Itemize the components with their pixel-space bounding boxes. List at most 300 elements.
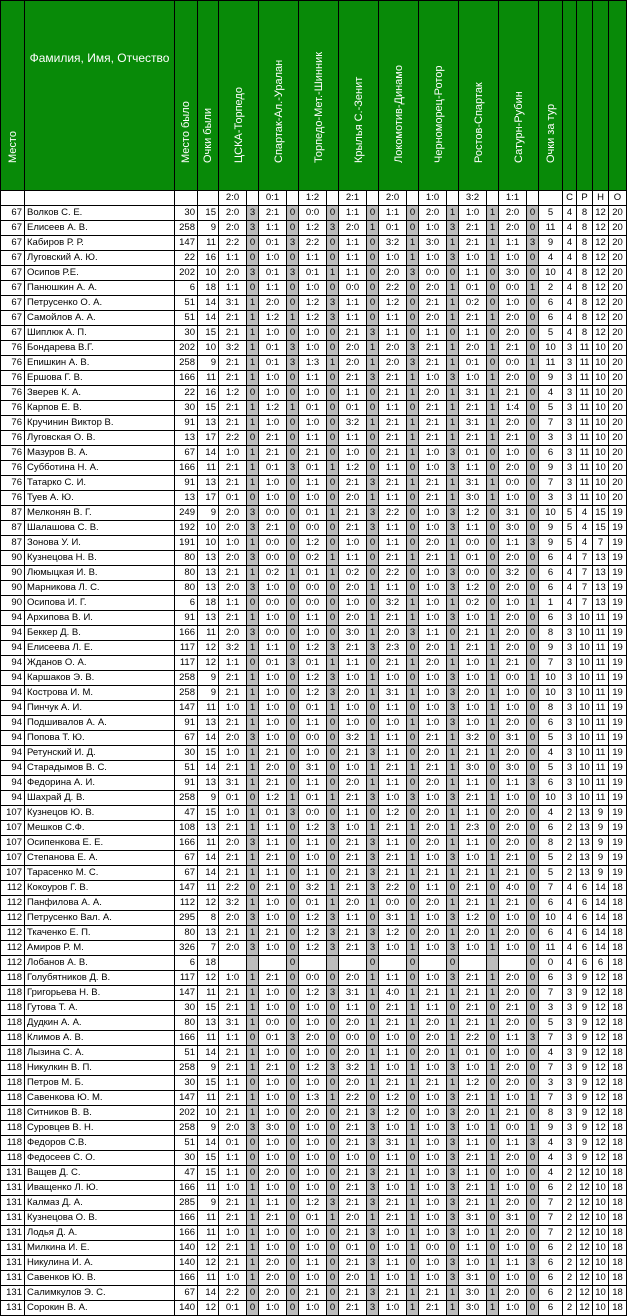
points-cell: 3 [367, 746, 379, 761]
prediction-cell: 0:0 [299, 596, 327, 611]
points-cell: 0 [487, 806, 499, 821]
points-cell: 1 [407, 386, 419, 401]
round-points-cell: 3 [539, 431, 563, 446]
points-cell: 1 [367, 731, 379, 746]
points-cell: 1 [487, 236, 499, 251]
points-cell: 3 [367, 1136, 379, 1151]
points-cell: 0 [287, 446, 299, 461]
name-cell: Тарасенко М. С. [25, 866, 175, 881]
prediction-cell: 1:2 [379, 1106, 407, 1121]
points-cell: 0 [367, 806, 379, 821]
stat-cell: 12 [593, 221, 609, 236]
prediction-cell: 2:1 [219, 566, 247, 581]
stat-cell: 6 [577, 956, 593, 971]
points-cell: 3 [327, 941, 339, 956]
points-cell: 1 [247, 776, 259, 791]
points-cell: 3 [447, 461, 459, 476]
points-cell: 1 [327, 701, 339, 716]
points-cell: 0 [487, 881, 499, 896]
prediction-cell: 2:1 [419, 296, 447, 311]
prediction-cell: 2:0 [499, 821, 527, 836]
points-cell: 1 [487, 476, 499, 491]
prediction-cell: 2:1 [379, 1166, 407, 1181]
name-cell: Зверев К. А. [25, 386, 175, 401]
points-cell: 1 [447, 596, 459, 611]
prediction-cell: 2:1 [339, 476, 367, 491]
points-cell: 0 [367, 1151, 379, 1166]
prediction-cell: 1:1 [379, 401, 407, 416]
points-cell: 0 [367, 431, 379, 446]
stat-cell: 10 [593, 371, 609, 386]
place-before-cell: 80 [175, 551, 198, 566]
points-cell: 0 [527, 626, 539, 641]
points-cell: 1 [407, 1286, 419, 1301]
prediction-cell: 2:1 [499, 341, 527, 356]
place-cell: 67 [1, 251, 25, 266]
stat-cell: 18 [609, 881, 627, 896]
points-before-cell: 14 [198, 761, 219, 776]
prediction-cell: 1:1 [379, 1151, 407, 1166]
points-cell: 1 [247, 1061, 259, 1076]
prediction-cell: 2:1 [339, 1196, 367, 1211]
header-row [1, 1, 627, 191]
points-cell: 1 [487, 1181, 499, 1196]
prediction-cell: 2:1 [339, 1301, 367, 1316]
prediction-cell: 1:0 [419, 791, 447, 806]
points-cell: 1 [407, 1271, 419, 1286]
prediction-cell: 3:1 [379, 1136, 407, 1151]
prediction-cell: 1:2 [299, 986, 327, 1001]
prediction-cell: 2:0 [339, 356, 367, 371]
points-cell: 1 [407, 596, 419, 611]
points-cell: 1 [447, 236, 459, 251]
points-before-cell: 9 [198, 506, 219, 521]
points-cell: 0 [327, 971, 339, 986]
prediction-cell: 2:1 [459, 1151, 487, 1166]
place-before-cell: 285 [175, 1196, 198, 1211]
points-cell: 3 [367, 941, 379, 956]
stat-cell: 20 [609, 251, 627, 266]
points-cell: 0 [327, 371, 339, 386]
stat-cell: 2 [563, 851, 577, 866]
points-cell: 0 [287, 1121, 299, 1136]
prediction-cell: 1:1 [339, 251, 367, 266]
prediction-cell: 1:0 [259, 1106, 287, 1121]
prediction-cell: 2:1 [259, 851, 287, 866]
points-cell: 3 [247, 581, 259, 596]
prediction-cell: 2:2 [219, 431, 247, 446]
points-cell: 0 [327, 386, 339, 401]
place-cell: 67 [1, 281, 25, 296]
points-before-cell: 11 [198, 701, 219, 716]
prediction-cell: 2:1 [459, 641, 487, 656]
stat-cell: 10 [593, 1226, 609, 1241]
points-cell: 0 [327, 581, 339, 596]
name-cell: Елисеева Л. Е. [25, 641, 175, 656]
points-cell: 0 [287, 896, 299, 911]
stat-cell: 4 [563, 911, 577, 926]
points-cell: 0 [327, 1046, 339, 1061]
prediction-cell: 1:1 [259, 221, 287, 236]
table-row [1, 536, 627, 551]
place-before-cell: 91 [175, 611, 198, 626]
points-cell: 3 [367, 1166, 379, 1181]
points-before-cell: 15 [198, 746, 219, 761]
points-cell: 0 [287, 686, 299, 701]
stat-cell: 4 [563, 896, 577, 911]
stat-cell: 4 [563, 551, 577, 566]
prediction-cell: 0:1 [459, 281, 487, 296]
round-points-cell: 4 [539, 806, 563, 821]
stat-cell: 11 [593, 701, 609, 716]
prediction-cell: 1:0 [299, 281, 327, 296]
prediction-cell: 1:0 [419, 521, 447, 536]
name-cell: Федорина А. И. [25, 776, 175, 791]
table-row [1, 596, 627, 611]
points-cell: 0 [487, 1001, 499, 1016]
prediction-cell: 3:2 [339, 1061, 367, 1076]
points-cell: 3 [527, 776, 539, 791]
points-cell: 0 [287, 521, 299, 536]
stat-cell: 12 [593, 1136, 609, 1151]
prediction-cell: 3:1 [499, 731, 527, 746]
name-cell: Кручинин Виктор В. [25, 416, 175, 431]
points-cell: 0 [247, 386, 259, 401]
prediction-cell: 2:1 [259, 521, 287, 536]
points-cell: 0 [247, 1136, 259, 1151]
points-cell: 1 [247, 461, 259, 476]
name-cell: Гутова Т. А. [25, 1001, 175, 1016]
prediction-cell: 2:2 [379, 881, 407, 896]
stat-cell: 4 [563, 581, 577, 596]
place-cell: 131 [1, 1211, 25, 1226]
points-cell: 3 [367, 641, 379, 656]
prediction-cell: 4:0 [379, 986, 407, 1001]
name-cell: Кокоуров Г. В. [25, 881, 175, 896]
points-cell: 1 [247, 986, 259, 1001]
points-before-cell: 18 [198, 956, 219, 971]
stat-cell: 3 [563, 1091, 577, 1106]
place-cell: 112 [1, 926, 25, 941]
prediction-cell: 2:0 [219, 941, 247, 956]
points-cell: 0 [527, 686, 539, 701]
points-cell: 3 [327, 1196, 339, 1211]
stat-cell: 10 [593, 416, 609, 431]
points-cell: 0 [487, 566, 499, 581]
points-cell: 1 [487, 716, 499, 731]
points-cell: 1 [447, 476, 459, 491]
points-cell: 0 [287, 491, 299, 506]
points-cell: 0 [407, 1256, 419, 1271]
prediction-cell: 1:0 [219, 536, 247, 551]
points-cell: 1 [367, 341, 379, 356]
prediction-cell: 2:0 [459, 1106, 487, 1121]
stat-cell: 9 [593, 866, 609, 881]
match-header: Сатурн-Рубин [499, 1, 539, 191]
points-cell: 0 [327, 206, 339, 221]
stat-cell: 3 [563, 611, 577, 626]
stat-cell: 19 [609, 521, 627, 536]
stat-cell: 19 [609, 806, 627, 821]
points-cell: 0 [527, 836, 539, 851]
round-points-cell: 7 [539, 1091, 563, 1106]
stat-cell: 2 [563, 1271, 577, 1286]
points-cell: 1 [447, 776, 459, 791]
name-cell: Попова Т. Ю. [25, 731, 175, 746]
stat-cell: 10 [577, 761, 593, 776]
stat-cell: 9 [577, 1106, 593, 1121]
points-cell: 1 [247, 761, 259, 776]
prediction-cell: 1:0 [419, 1256, 447, 1271]
stat-cell: 9 [577, 1136, 593, 1151]
points-cell: 1 [247, 971, 259, 986]
stat-cell: 3 [563, 1106, 577, 1121]
prediction-cell: 2:1 [259, 926, 287, 941]
points-cell: 0 [247, 1151, 259, 1166]
points-cell: 1 [407, 251, 419, 266]
prediction-cell: 2:1 [339, 836, 367, 851]
points-cell: 0 [527, 656, 539, 671]
prediction-cell: 2:1 [259, 1211, 287, 1226]
prediction-cell: 2:1 [459, 746, 487, 761]
stat-cell: 10 [593, 476, 609, 491]
prediction-cell: 0:1 [299, 656, 327, 671]
prediction-cell: 2:0 [219, 626, 247, 641]
points-cell: 0 [487, 1211, 499, 1226]
prediction-cell: 2:0 [499, 716, 527, 731]
stat-cell: 11 [593, 626, 609, 641]
place-cell: 67 [1, 311, 25, 326]
points-cell: 1 [247, 326, 259, 341]
results-row [1, 191, 627, 206]
match-header: Черноморец-Ротор [419, 1, 459, 191]
points-cell: 3 [407, 791, 419, 806]
points-cell: 0 [487, 326, 499, 341]
stat-cell: 3 [563, 626, 577, 641]
points-cell: 1 [247, 536, 259, 551]
prediction-cell: 1:1 [379, 326, 407, 341]
name-cell: Савенкова Ю. М. [25, 1091, 175, 1106]
table-row [1, 716, 627, 731]
round-points-cell: 4 [539, 386, 563, 401]
prediction-cell: 3:1 [339, 986, 367, 1001]
points-cell: 0 [407, 491, 419, 506]
table-row [1, 326, 627, 341]
stat-cell: 13 [577, 866, 593, 881]
prediction-cell: 2:0 [379, 341, 407, 356]
points-cell: 3 [447, 1211, 459, 1226]
prediction-cell: 2:0 [339, 896, 367, 911]
points-cell: 1 [287, 311, 299, 326]
prediction-cell: 0:1 [379, 221, 407, 236]
points-cell: 3 [247, 521, 259, 536]
points-cell: 0 [527, 821, 539, 836]
points-cell: 0 [487, 761, 499, 776]
points-cell: 1 [447, 1016, 459, 1031]
prediction-cell: 2:0 [419, 926, 447, 941]
round-points-cell: 6 [539, 1286, 563, 1301]
prediction-cell: 2:0 [419, 806, 447, 821]
points-before-cell: 12 [198, 1256, 219, 1271]
points-cell: 3 [447, 1166, 459, 1181]
stat-cell: 14 [593, 926, 609, 941]
points-cell: 1 [527, 356, 539, 371]
stat-cell: 3 [563, 431, 577, 446]
stat-cell: 3 [563, 1136, 577, 1151]
table-row [1, 791, 627, 806]
points-cell: 1 [247, 1211, 259, 1226]
points-cell: 0 [367, 551, 379, 566]
prediction-cell: 2:0 [499, 1016, 527, 1031]
prediction-cell: 3:0 [459, 1286, 487, 1301]
prediction-cell: 2:0 [339, 491, 367, 506]
prediction-cell: 2:0 [219, 221, 247, 236]
prediction-cell: 1:0 [339, 761, 367, 776]
name-cell: Петрусенко О. А. [25, 296, 175, 311]
prediction-cell: 2:1 [379, 1016, 407, 1031]
prediction-cell: 2:1 [259, 971, 287, 986]
stat-cell: 3 [563, 341, 577, 356]
prediction-cell: 1:0 [499, 1166, 527, 1181]
points-cell: 0 [367, 296, 379, 311]
stat-cell: 20 [609, 476, 627, 491]
place-before-cell: 91 [175, 716, 198, 731]
prediction-cell: 0:0 [499, 281, 527, 296]
prediction-cell: 1:1 [299, 371, 327, 386]
points-cell: 3 [447, 941, 459, 956]
prediction-cell: 2:1 [219, 761, 247, 776]
prediction-cell: 1:2 [299, 821, 327, 836]
stat-cell: 9 [577, 1061, 593, 1076]
points-before-cell: 13 [198, 1016, 219, 1031]
prediction-cell: 1:4 [499, 401, 527, 416]
stat-cell: 11 [593, 791, 609, 806]
prediction-cell: 1:2 [299, 911, 327, 926]
points-cell: 0 [287, 221, 299, 236]
round-points-cell: 9 [539, 461, 563, 476]
prediction-cell: 2:1 [459, 431, 487, 446]
name-cell: Ретунский И. Д. [25, 746, 175, 761]
points-cell: 1 [247, 446, 259, 461]
stat-cell: 12 [593, 1151, 609, 1166]
place-cell: 87 [1, 521, 25, 536]
points-cell [487, 956, 499, 971]
place-before-cell: 117 [175, 656, 198, 671]
points-cell: 1 [407, 986, 419, 1001]
table-row [1, 866, 627, 881]
prediction-cell: 2:0 [299, 1106, 327, 1121]
points-cell: 1 [327, 566, 339, 581]
stat-cell: 10 [577, 716, 593, 731]
prediction-cell: 0:1 [299, 1211, 327, 1226]
stat-cell: 18 [609, 1061, 627, 1076]
stat-cell: 20 [609, 206, 627, 221]
prediction-cell: 2:1 [499, 656, 527, 671]
points-cell: 0 [407, 896, 419, 911]
prediction-cell: 2:0 [419, 821, 447, 836]
prediction-cell: 3:1 [499, 1211, 527, 1226]
name-cell: Волков С. Е. [25, 206, 175, 221]
stat-cell: 8 [577, 266, 593, 281]
place-before-cell: 326 [175, 941, 198, 956]
points-cell: 1 [327, 791, 339, 806]
points-cell: 1 [407, 431, 419, 446]
prediction-cell: 1:1 [459, 1166, 487, 1181]
points-cell: 0 [327, 1016, 339, 1031]
points-cell: 1 [447, 806, 459, 821]
prediction-cell: 1:0 [259, 701, 287, 716]
points-before-cell: 17 [198, 431, 219, 446]
stat-cell: 4 [563, 926, 577, 941]
points-before-cell: 15 [198, 1076, 219, 1091]
stat-cell: 3 [563, 1151, 577, 1166]
round-points-cell: 5 [539, 866, 563, 881]
match-result: 2:1 [339, 191, 367, 206]
stat-cell: 4 [563, 221, 577, 236]
prediction-cell: 2:0 [499, 971, 527, 986]
stat-cell: 3 [563, 476, 577, 491]
stat-cell: 12 [593, 266, 609, 281]
place-cell: 118 [1, 1016, 25, 1031]
stat-cell: 9 [593, 836, 609, 851]
prediction-cell: 1:0 [419, 1196, 447, 1211]
points-cell: 0 [487, 266, 499, 281]
prediction-cell: 1:0 [419, 941, 447, 956]
stat-cell: 12 [577, 1166, 593, 1181]
name-cell: Калмаз Д. А. [25, 1196, 175, 1211]
place-before-cell: 80 [175, 566, 198, 581]
name-cell: Никулина И. А. [25, 1256, 175, 1271]
points-cell: 3 [447, 506, 459, 521]
points-cell: 0 [287, 1106, 299, 1121]
points-cell: 3 [247, 221, 259, 236]
stat-cell: 20 [609, 446, 627, 461]
prediction-cell: 2:1 [219, 851, 247, 866]
stat-cell: 9 [577, 1076, 593, 1091]
name-cell: Голубятников Д. В. [25, 971, 175, 986]
prediction-cell: 0:0 [259, 596, 287, 611]
prediction-cell: 1:1 [459, 461, 487, 476]
place-before-cell: 117 [175, 641, 198, 656]
prediction-cell: 1:1 [379, 971, 407, 986]
table-row [1, 416, 627, 431]
prediction-cell: 1:0 [259, 1226, 287, 1241]
points-cell: 1 [447, 431, 459, 446]
place-before-cell: 258 [175, 686, 198, 701]
prediction-cell: 0:0 [299, 971, 327, 986]
points-cell: 0 [287, 281, 299, 296]
place-cell: 76 [1, 446, 25, 461]
points-cell: 0 [487, 446, 499, 461]
points-cell: 1 [247, 1106, 259, 1121]
prediction-cell: 1:0 [459, 851, 487, 866]
points-cell: 0 [487, 1241, 499, 1256]
place-cell: 131 [1, 1271, 25, 1286]
prediction-cell: 2:1 [419, 416, 447, 431]
place-before-cell: 30 [175, 206, 198, 221]
points-cell: 0 [447, 881, 459, 896]
prediction-cell: 1:0 [259, 1181, 287, 1196]
stat-cell: 3 [563, 1016, 577, 1031]
stat-cell: 9 [593, 806, 609, 821]
points-before-cell: 11 [198, 1031, 219, 1046]
stat-cell: 3 [563, 1001, 577, 1016]
prediction-cell: 0:1 [259, 806, 287, 821]
place-cell: 131 [1, 1301, 25, 1316]
stat-cell: 18 [609, 1151, 627, 1166]
place-before-cell: 112 [175, 896, 198, 911]
points-cell: 1 [247, 746, 259, 761]
